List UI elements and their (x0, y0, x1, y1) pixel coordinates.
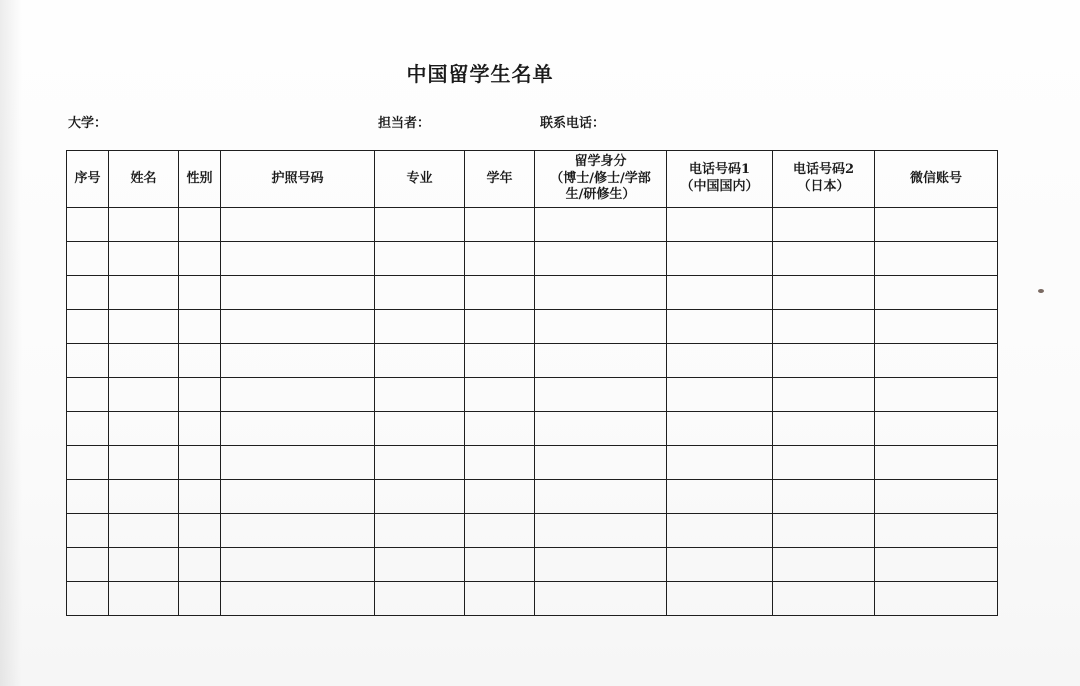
table-cell-empty (875, 548, 998, 582)
table-row (67, 582, 998, 616)
table-cell-empty (67, 208, 109, 242)
table-cell-empty (375, 514, 465, 548)
table-cell-empty (375, 446, 465, 480)
table-cell-empty (67, 480, 109, 514)
table-cell-empty (109, 446, 179, 480)
document-title: 中国留学生名单 (406, 62, 554, 86)
table-cell-empty (179, 582, 221, 616)
table-cell-empty (875, 514, 998, 548)
table-cell-empty (875, 582, 998, 616)
table-cell-empty (221, 446, 375, 480)
table-cell-empty (221, 310, 375, 344)
paper-speck (1038, 289, 1044, 293)
table-cell-empty (465, 446, 535, 480)
table-cell-empty (67, 344, 109, 378)
table-cell-empty (773, 208, 875, 242)
table-cell-empty (67, 548, 109, 582)
contact-person-field-label: 担当者： (378, 116, 431, 131)
table-cell-empty (109, 310, 179, 344)
table-cell-empty (535, 548, 667, 582)
table-cell-empty (67, 412, 109, 446)
table-cell-empty (375, 310, 465, 344)
table-cell-empty (465, 344, 535, 378)
table-cell-empty (109, 412, 179, 446)
table-row (67, 242, 998, 276)
table-cell-empty (221, 582, 375, 616)
table-cell-empty (667, 548, 773, 582)
table-cell-empty (667, 446, 773, 480)
table-cell-empty (773, 344, 875, 378)
table-cell-empty (667, 514, 773, 548)
table-cell-empty (67, 514, 109, 548)
table-cell-empty (773, 480, 875, 514)
header-student-status: 留学身分 （博士/修士/学部 生/研修生） (535, 151, 667, 208)
table-cell-empty (179, 378, 221, 412)
table-cell-empty (67, 242, 109, 276)
page-edge-shadow (0, 0, 22, 686)
table-cell-empty (465, 242, 535, 276)
header-phone-japan: 电话号码2 （日本） (773, 151, 875, 208)
table-cell-empty (875, 480, 998, 514)
table-row (67, 548, 998, 582)
table-cell-empty (773, 242, 875, 276)
table-cell-empty (465, 378, 535, 412)
table-cell-empty (875, 242, 998, 276)
table-cell-empty (535, 242, 667, 276)
table-cell-empty (465, 548, 535, 582)
table-header-row (67, 151, 998, 208)
table-cell-empty (179, 548, 221, 582)
table-cell-empty (773, 446, 875, 480)
table-cell-empty (221, 514, 375, 548)
table-cell-empty (109, 242, 179, 276)
table-cell-empty (875, 412, 998, 446)
student-roster-table (66, 150, 998, 616)
table-cell-empty (221, 242, 375, 276)
table-cell-empty (375, 242, 465, 276)
table-cell-empty (875, 446, 998, 480)
table-cell-empty (179, 480, 221, 514)
table-cell-empty (67, 378, 109, 412)
table-cell-empty (179, 208, 221, 242)
table-row (67, 276, 998, 310)
table-cell-empty (375, 412, 465, 446)
table-cell-empty (179, 514, 221, 548)
table-row (67, 480, 998, 514)
table-row (67, 378, 998, 412)
table-row (67, 446, 998, 480)
table-cell-empty (535, 446, 667, 480)
table-cell-empty (465, 480, 535, 514)
table-cell-empty (221, 276, 375, 310)
table-cell-empty (535, 514, 667, 548)
table-cell-empty (375, 582, 465, 616)
table-cell-empty (221, 412, 375, 446)
table-cell-empty (109, 276, 179, 310)
table-cell-empty (465, 208, 535, 242)
phone-field-label: 联系电话： (540, 116, 606, 131)
header-gender: 性别 (179, 151, 221, 208)
table-cell-empty (535, 208, 667, 242)
table-cell-empty (535, 378, 667, 412)
table-cell-empty (221, 480, 375, 514)
table-cell-empty (179, 310, 221, 344)
table-cell-empty (535, 310, 667, 344)
table-cell-empty (667, 310, 773, 344)
table-cell-empty (179, 446, 221, 480)
table-cell-empty (465, 582, 535, 616)
header-name: 姓名 (109, 151, 179, 208)
table-cell-empty (667, 242, 773, 276)
table-cell-empty (109, 514, 179, 548)
table-cell-empty (535, 344, 667, 378)
header-wechat-id: 微信账号 (875, 151, 998, 208)
table-cell-empty (773, 276, 875, 310)
table-row (67, 412, 998, 446)
table-cell-empty (67, 276, 109, 310)
table-cell-empty (67, 310, 109, 344)
table-cell-empty (109, 548, 179, 582)
university-field-label: 大学： (68, 116, 108, 131)
table-cell-empty (667, 412, 773, 446)
table-cell-empty (667, 378, 773, 412)
table-cell-empty (221, 378, 375, 412)
table-cell-empty (773, 582, 875, 616)
table-cell-empty (375, 378, 465, 412)
table-cell-empty (67, 446, 109, 480)
table-cell-empty (375, 208, 465, 242)
header-major: 专业 (375, 151, 465, 208)
table-cell-empty (667, 344, 773, 378)
table-cell-empty (375, 344, 465, 378)
table-cell-empty (773, 310, 875, 344)
table-cell-empty (109, 344, 179, 378)
table-cell-empty (667, 208, 773, 242)
table-cell-empty (465, 412, 535, 446)
table-cell-empty (535, 412, 667, 446)
table-cell-empty (179, 412, 221, 446)
table-row (67, 208, 998, 242)
table-cell-empty (375, 276, 465, 310)
table-cell-empty (375, 548, 465, 582)
table-row (67, 310, 998, 344)
table-cell-empty (773, 514, 875, 548)
table-cell-empty (465, 310, 535, 344)
table-cell-empty (667, 276, 773, 310)
header-academic-year: 学年 (465, 151, 535, 208)
table-cell-empty (67, 582, 109, 616)
table-cell-empty (535, 582, 667, 616)
table-cell-empty (109, 378, 179, 412)
header-passport-number: 护照号码 (221, 151, 375, 208)
header-serial-number: 序号 (67, 151, 109, 208)
table-cell-empty (179, 276, 221, 310)
table-cell-empty (875, 344, 998, 378)
table-cell-empty (667, 582, 773, 616)
table-cell-empty (221, 548, 375, 582)
table-cell-empty (179, 344, 221, 378)
table-cell-empty (773, 378, 875, 412)
table-row (67, 514, 998, 548)
table-cell-empty (221, 344, 375, 378)
table-cell-empty (875, 310, 998, 344)
table-cell-empty (465, 276, 535, 310)
table-cell-empty (875, 208, 998, 242)
table-cell-empty (109, 208, 179, 242)
table-cell-empty (875, 378, 998, 412)
table-cell-empty (179, 242, 221, 276)
table-cell-empty (875, 276, 998, 310)
table-cell-empty (221, 208, 375, 242)
table-cell-empty (465, 514, 535, 548)
table-cell-empty (667, 480, 773, 514)
table-row (67, 344, 998, 378)
table-cell-empty (535, 276, 667, 310)
table-cell-empty (773, 412, 875, 446)
table-cell-empty (773, 548, 875, 582)
table-cell-empty (535, 480, 667, 514)
table-cell-empty (375, 480, 465, 514)
table-cell-empty (109, 582, 179, 616)
header-phone-china: 电话号码1 （中国国内） (667, 151, 773, 208)
table-body (67, 208, 998, 616)
table-cell-empty (109, 480, 179, 514)
